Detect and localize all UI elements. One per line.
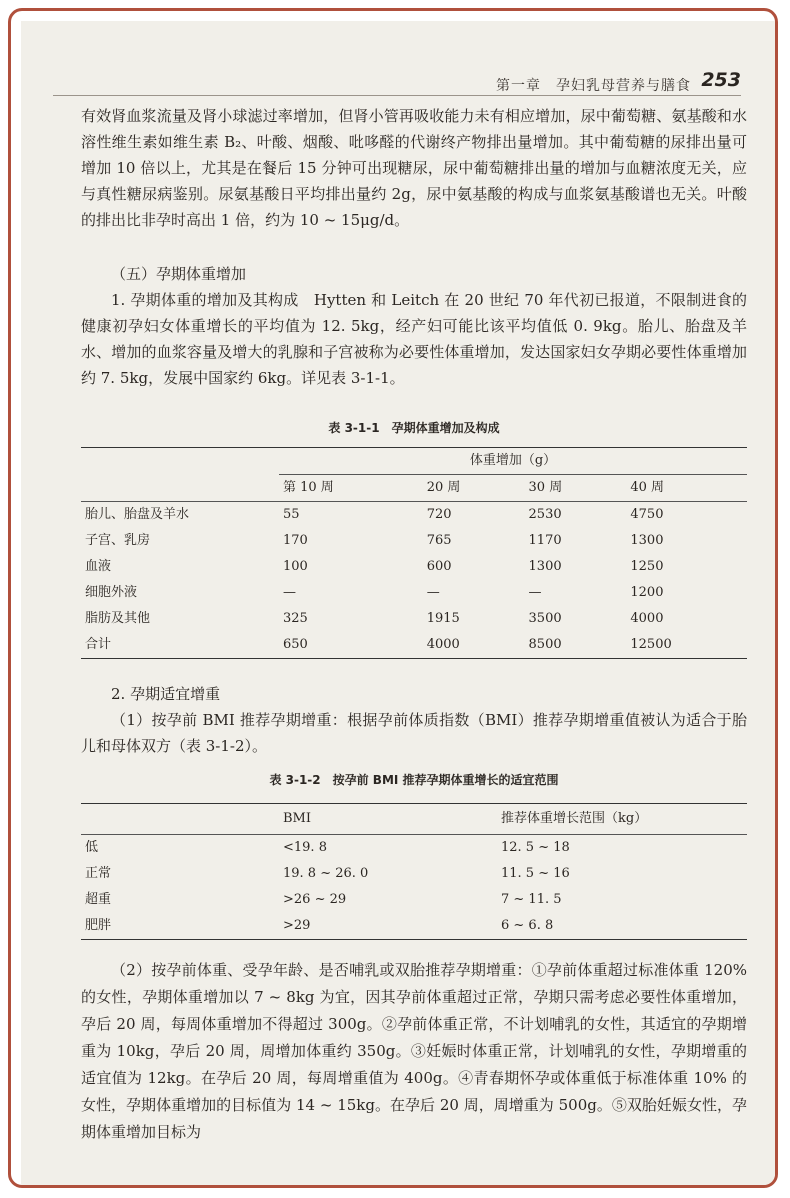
cell: >26 ~ 29 [283, 892, 347, 907]
row-label: 肥胖 [85, 918, 112, 933]
cell: 325 [283, 611, 308, 626]
cell: 1170 [528, 533, 562, 548]
row-label: 低 [85, 840, 99, 855]
book-page [21, 21, 778, 1188]
cell: 720 [426, 507, 452, 522]
page-number: 253 [701, 69, 741, 91]
table-row [81, 887, 747, 913]
table-header-blank [81, 475, 279, 502]
cell: — [426, 585, 440, 600]
running-header [53, 61, 741, 96]
row-label: 脂肪及其他 [85, 611, 151, 626]
cell: 100 [283, 559, 308, 574]
table-header: 20 周 [426, 480, 461, 495]
cell: <19. 8 [283, 840, 327, 855]
cell: 11. 5 ~ 16 [501, 866, 570, 881]
intro-paragraph: 有效肾血浆流量及肾小球滤过率增加，但肾小管再吸收能力未有相应增加，尿中葡萄糖、氨基酸和水溶性维生素如维生素 B₂、叶酸、烟酸、吡哆醛的代谢终产物排出量增加。其中葡萄糖的尿排出量可增加 10 倍以上，尤其是在餐后 15 分钟可出现糖尿，尿中葡萄糖排出量的增加与血糖浓度无关，应与真性糖尿病鉴别。尿氨基酸日平均排出量约 2g，尿中氨基酸的构成与血浆氨基酸谱也无关。叶酸的排出比非孕时高出 1 倍，约为 10 ~ 15μg/d。 [81, 107, 747, 229]
table-row-total [81, 632, 747, 659]
row-label: 细胞外液 [85, 585, 138, 600]
bmi-table [81, 803, 747, 940]
table-row [81, 528, 747, 554]
table-caption: 表 3-1-2 按孕前 BMI 推荐孕期体重增长的适宜范围 [269, 773, 559, 787]
intro-block [81, 103, 747, 233]
cell: 170 [283, 533, 308, 548]
cell: 650 [283, 637, 308, 652]
page-frame [8, 8, 778, 1188]
section-title: （五）孕期体重增加 [111, 265, 247, 283]
chapter-title: 第一章 孕妇乳母营养与膳食 [496, 78, 691, 94]
cell: 19. 8 ~ 26. 0 [283, 866, 369, 881]
cell: 7 ~ 11. 5 [501, 892, 562, 907]
table-header: 40 周 [630, 480, 665, 495]
cell: 6 ~ 6. 8 [501, 918, 554, 933]
table-row [81, 835, 747, 862]
cell: 1915 [426, 611, 460, 626]
table-caption: 表 3-1-1 孕期体重增加及构成 [328, 421, 500, 435]
table-header: BMI [283, 811, 311, 826]
cell: 1250 [630, 559, 664, 574]
cell: 1300 [528, 559, 562, 574]
table-group-header: 体重增加（g） [279, 448, 747, 475]
subsection-paragraph: （1）按孕前 BMI 推荐孕期增重：根据孕前体质指数（BMI）推荐孕期增重值被认为适合于胎儿和母体双方（表 3-1-2）。 [81, 711, 747, 755]
cell: 4000 [630, 611, 664, 626]
section-two [81, 681, 747, 759]
row-label: 超重 [85, 892, 112, 907]
table-header: 第 10 周 [283, 480, 334, 495]
cell: 8500 [528, 637, 562, 652]
row-label: 血液 [85, 559, 112, 574]
final-paragraph: （2）按孕前体重、受孕年龄、是否哺乳或双胎推荐孕期增重：①孕前体重超过标准体重 120% 的女性，孕期体重增加以 7 ~ 8kg 为宜，因其孕前体重超过正常，孕期只需考虑必要性体重增加，孕后 20 周，每周体重增加不得超过 300g。②孕前体重正常，不计划哺乳的女性，其适宜的孕期增重为 10kg，孕后 20 周，周增加体重约 350g。③妊娠时体重正常，计划哺乳的女性，孕期增重的适宜值为 12kg。在孕后 20 周，每周增重值为 400g。④青春期怀孕或体重低于标准体重 10% 的女性，孕期体重增加的目标值为 14 ~ 15kg。在孕后 20 周，周增重为 500g。⑤双胎妊娠女性，孕期体重增加目标为 [81, 961, 747, 1141]
row-label: 正常 [85, 866, 112, 881]
table-header-blank [81, 804, 279, 835]
row-label: 合计 [85, 637, 112, 652]
table-row [81, 554, 747, 580]
cell: 12. 5 ~ 18 [501, 840, 570, 855]
table-row [81, 606, 747, 632]
cell: 1300 [630, 533, 664, 548]
table-2-block [81, 767, 747, 940]
cell: >29 [283, 918, 311, 933]
table-1-block [81, 415, 747, 659]
table-header: 30 周 [528, 480, 563, 495]
row-label: 胎儿、胎盘及羊水 [85, 507, 190, 522]
final-block [81, 957, 747, 1146]
subsection-title: 2. 孕期适宜增重 [111, 685, 221, 703]
table-row [81, 580, 747, 606]
table-row [81, 502, 747, 529]
cell: — [528, 585, 542, 600]
cell: 765 [426, 533, 452, 548]
table-corner [81, 448, 279, 475]
cell: 4750 [630, 507, 664, 522]
cell: 4000 [426, 637, 460, 652]
cell: 2530 [528, 507, 562, 522]
cell: 12500 [630, 637, 672, 652]
cell: 3500 [528, 611, 562, 626]
table-row [81, 913, 747, 940]
cell: 600 [426, 559, 452, 574]
section-five [81, 261, 747, 391]
section-paragraph: 1. 孕期体重的增加及其构成 Hytten 和 Leitch 在 20 世纪 70 年代初已报道，不限制进食的健康初孕妇女体重增长的平均值为 12. 5kg，经产妇可能比该平均值低 0. 9kg。胎儿、胎盘及羊水、增加的血浆容量及增大的乳腺和子宫被称为必要性体重增加，发达国家妇女孕期必要性体重增加约 7. 5kg，发展中国家约 6kg。详见表 3-1-1。 [81, 291, 747, 387]
weight-gain-table [81, 447, 747, 659]
cell: 55 [283, 507, 300, 522]
row-label: 子宫、乳房 [85, 533, 151, 548]
table-row [81, 861, 747, 887]
table-header: 推荐体重增长范围（kg） [501, 811, 648, 826]
cell: 1200 [630, 585, 664, 600]
cell: — [283, 585, 296, 600]
